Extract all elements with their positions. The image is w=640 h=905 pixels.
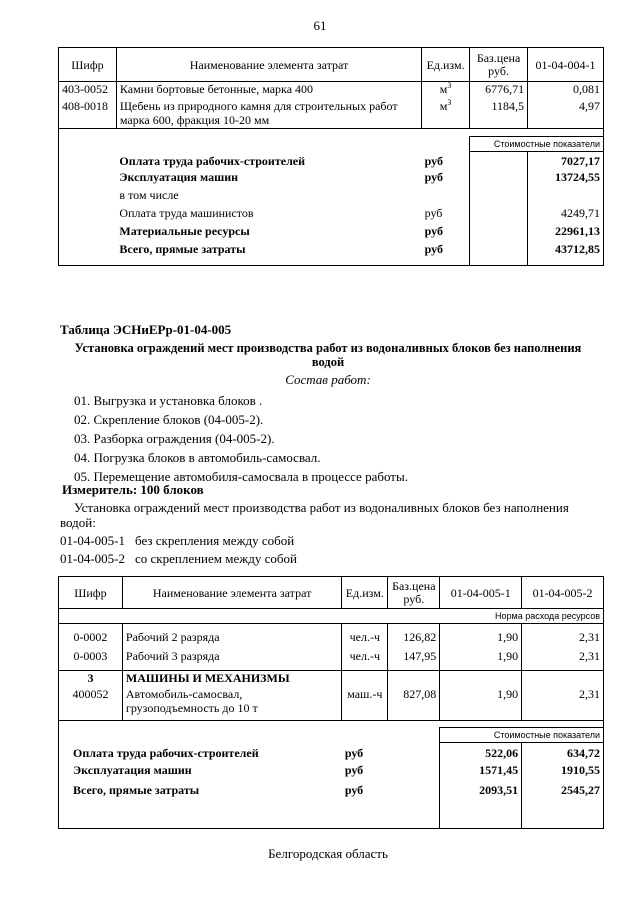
cost-row bbox=[59, 242, 604, 266]
footer-region: Белгородская область bbox=[268, 846, 388, 861]
col-code-header: Шифр bbox=[59, 48, 117, 82]
cost-value: 7027,17 bbox=[528, 152, 604, 170]
machines-title: МАШИНЫ И МЕХАНИЗМЫ bbox=[122, 671, 341, 687]
cost-row bbox=[59, 170, 604, 188]
resource-value-2: 2,31 bbox=[522, 649, 604, 671]
material-price: 6776,71 bbox=[470, 82, 528, 99]
material-unit: $м^3$ bbox=[422, 82, 470, 99]
resource-price: 126,82 bbox=[388, 630, 440, 649]
material-price: 1184,5 bbox=[470, 99, 528, 129]
cost-label: Эксплуатация машин bbox=[59, 763, 342, 783]
section-row bbox=[59, 671, 604, 687]
cost-value-1: 522,06 bbox=[440, 743, 522, 763]
cost-row bbox=[59, 783, 604, 829]
cost-unit: руб bbox=[342, 783, 388, 829]
cost-value-2: 2545,27 bbox=[522, 783, 604, 829]
cost-label: Оплата труда машинистов bbox=[119, 205, 254, 220]
cost-label: Оплата труда рабочих-строителей bbox=[119, 153, 306, 168]
page-number: 61 bbox=[313, 18, 327, 33]
section-heading: Установка ограждений мест производства работ из водоналивных блоков без наполнения водой bbox=[74, 341, 582, 369]
table-row bbox=[59, 687, 604, 721]
resource-name: Рабочий 2 разряда bbox=[122, 630, 341, 649]
resource-code: 400052 bbox=[59, 687, 123, 721]
material-code: 408-0018 bbox=[59, 99, 117, 129]
cost-row bbox=[59, 743, 604, 763]
cost-value-2: 1910,55 bbox=[522, 763, 604, 783]
list-item: 01-04-005-1 без скрепления между собой bbox=[60, 533, 295, 548]
cost-unit: руб bbox=[424, 205, 443, 220]
cost-caption: Стоимостные показатели bbox=[470, 137, 604, 152]
variant-list bbox=[60, 532, 297, 568]
cost-unit: руб bbox=[424, 153, 443, 168]
cost-unit: руб bbox=[422, 242, 470, 266]
resource-value-2: 2,31 bbox=[522, 630, 604, 649]
cost-label: Эксплуатация машин bbox=[119, 169, 239, 184]
table-title: Таблица ЭСНиЕРр-01-04-005 bbox=[60, 322, 232, 337]
resource-unit: чел.-ч bbox=[342, 649, 388, 671]
table-header bbox=[59, 48, 604, 82]
cost-row bbox=[59, 152, 604, 170]
col-price-header: Баз.цена руб. bbox=[388, 577, 440, 609]
list-item: 01-04-005-2 со скреплением между собой bbox=[60, 551, 297, 566]
list-item: 04. Погрузка блоков в автомобиль-самосвал. bbox=[74, 450, 321, 465]
description-cont: водой: bbox=[60, 515, 96, 530]
cost-caption-row bbox=[59, 728, 604, 743]
list-item: 02. Скрепление блоков (04-005-2). bbox=[74, 412, 264, 427]
work-list bbox=[74, 391, 408, 486]
table-row bbox=[59, 82, 604, 99]
cost-label: Всего, прямые затраты bbox=[59, 783, 342, 829]
col-norm1-header: 01-04-005-1 bbox=[440, 577, 522, 609]
col-norm2-header: 01-04-005-2 bbox=[522, 577, 604, 609]
cost-unit: руб bbox=[424, 223, 443, 238]
cost-value: 22961,13 bbox=[528, 224, 604, 242]
material-value: 0,081 bbox=[528, 82, 604, 99]
resource-name: Рабочий 3 разряда bbox=[122, 649, 341, 671]
cost-row bbox=[59, 763, 604, 783]
cost-caption: Стоимостные показатели bbox=[440, 728, 604, 743]
cost-value: 13724,55 bbox=[528, 170, 604, 188]
material-unit: $м^3$ bbox=[422, 99, 470, 129]
resource-value-1: 1,90 bbox=[440, 649, 522, 671]
description: Установка ограждений мест производства работ из водоналивных блоков без наполнения bbox=[74, 500, 569, 515]
cost-value-2: 634,72 bbox=[522, 743, 604, 763]
resource-name: Автомобиль-самосвал, грузоподъемность до 10 т bbox=[122, 687, 341, 721]
cost-value-1: 1571,45 bbox=[440, 763, 522, 783]
resource-table-1 bbox=[58, 47, 604, 266]
table-row bbox=[59, 99, 604, 129]
cost-unit: руб bbox=[344, 762, 364, 777]
cost-unit: руб bbox=[344, 745, 364, 760]
cost-value: 4249,71 bbox=[528, 206, 604, 224]
table-row bbox=[59, 630, 604, 649]
cost-value: 43712,85 bbox=[528, 242, 604, 266]
cost-label: Всего, прямые затраты bbox=[116, 242, 421, 266]
cost-row bbox=[59, 188, 604, 206]
cost-value-1: 2093,51 bbox=[440, 783, 522, 829]
material-value: 4,97 bbox=[528, 99, 604, 129]
norm-caption-row bbox=[59, 609, 604, 624]
work-composition-title: Состав работ: bbox=[285, 372, 371, 387]
material-name: Камни бортовые бетонные, марка 400 bbox=[116, 82, 421, 99]
cost-caption-row bbox=[59, 137, 604, 152]
resource-table-2 bbox=[58, 576, 604, 829]
resource-code: 0-0003 bbox=[59, 649, 123, 671]
list-item: 01. Выгрузка и установка блоков . bbox=[74, 393, 263, 408]
col-name-header: Наименование элемента затрат bbox=[122, 577, 341, 609]
cost-row bbox=[59, 224, 604, 242]
table-row bbox=[59, 649, 604, 671]
col-unit-header: Ед.изм. bbox=[342, 577, 388, 609]
resource-code: 0-0002 bbox=[59, 630, 123, 649]
list-item: 05. Перемещение автомобиля-самосвала в процессе работы. bbox=[74, 469, 408, 484]
resource-unit: маш.-ч bbox=[342, 687, 388, 721]
machines-code: 3 bbox=[59, 671, 123, 687]
cost-label: Оплата труда рабочих-строителей bbox=[59, 743, 342, 763]
resource-value-1: 1,90 bbox=[440, 687, 522, 721]
norm-caption: Норма расхода ресурсов bbox=[440, 609, 604, 624]
table-header bbox=[59, 577, 604, 609]
resource-unit: чел.-ч bbox=[342, 630, 388, 649]
material-code: 403-0052 bbox=[59, 82, 117, 99]
col-norm-header: 01-04-004-1 bbox=[528, 48, 604, 82]
cost-unit: руб bbox=[424, 169, 443, 184]
material-name: Щебень из природного камня для строительных работ марка 600, фракция 10-20 мм bbox=[116, 99, 421, 129]
col-price-header: Баз.цена руб. bbox=[470, 48, 528, 82]
cost-label: в том числе bbox=[119, 187, 179, 202]
measure: Измеритель: 100 блоков bbox=[62, 482, 204, 497]
resource-price: 147,95 bbox=[388, 649, 440, 671]
cost-label: Материальные ресурсы bbox=[119, 223, 250, 238]
col-unit-header: Ед.изм. bbox=[422, 48, 470, 82]
list-item: 03. Разборка ограждения (04-005-2). bbox=[74, 431, 275, 446]
resource-value-1: 1,90 bbox=[440, 630, 522, 649]
col-code-header: Шифр bbox=[59, 577, 123, 609]
cost-row bbox=[59, 206, 604, 224]
resource-value-2: 2,31 bbox=[522, 687, 604, 721]
col-name-header: Наименование элемента затрат bbox=[116, 48, 421, 82]
resource-price: 827,08 bbox=[388, 687, 440, 721]
